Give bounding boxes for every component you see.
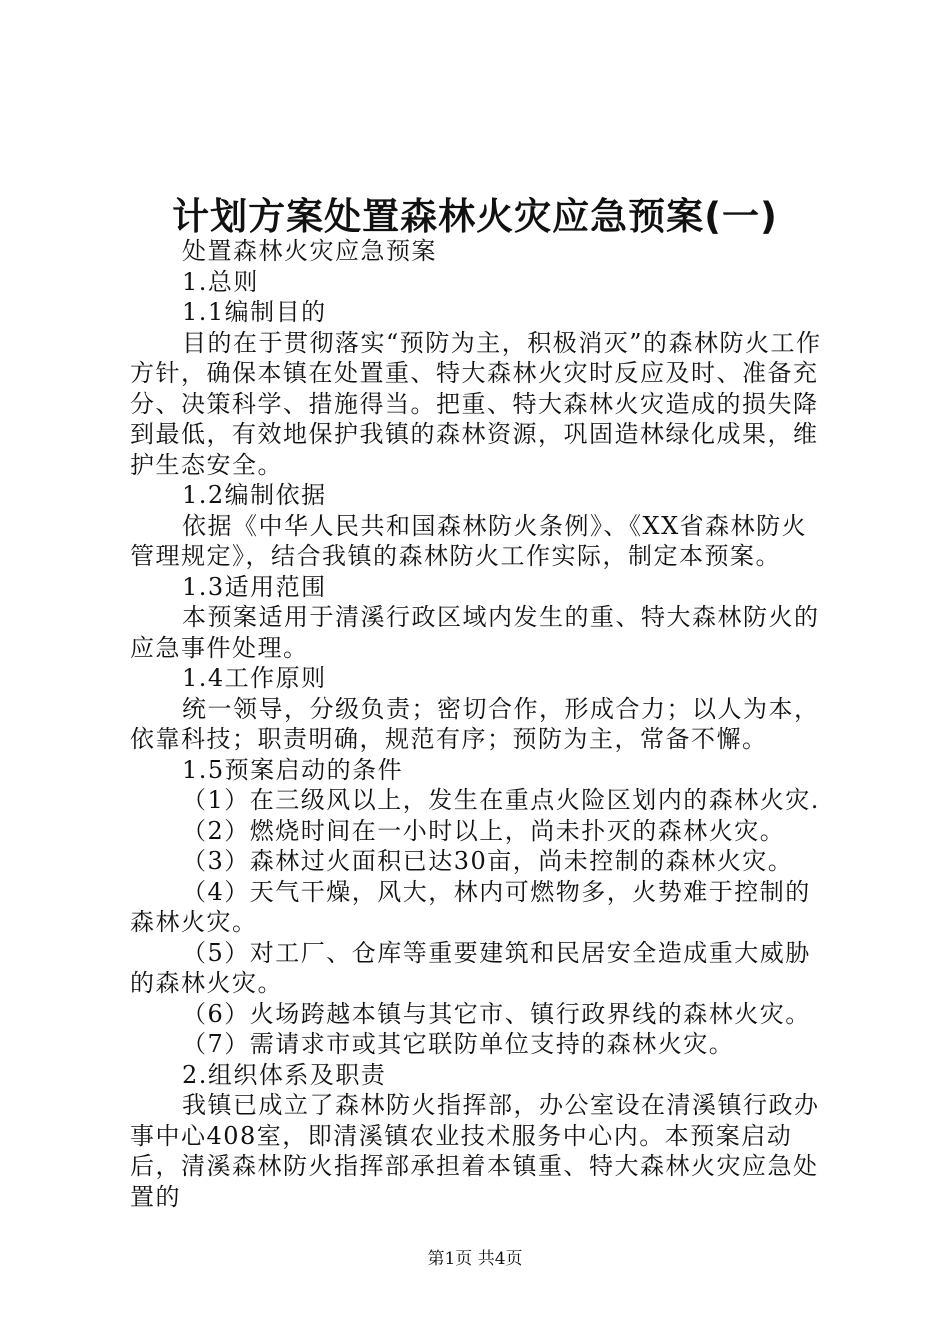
document-body <box>130 236 830 1212</box>
paragraph: （5）对工厂、仓库等重要建筑和民居安全造成重大威胁的森林火灾。 <box>130 938 811 997</box>
paragraph: （1）在三级风以上，发生在重点火险区划内的森林火灾. <box>182 786 820 814</box>
paragraph: 1.5预案启动的条件 <box>182 755 404 784</box>
paragraph: 目的在于贯彻落实“预防为主，积极消灭”的森林防火工作方针，确保本镇在处置重、特大森林火灾时反应及时、准备充分、决策科学、措施得当。把重、特大森林火灾造成的损失降到最低，有效地保护我镇的森林资源，巩固造林绿化成果，维护生态安全。 <box>130 328 822 479</box>
paragraph: 统一领导，分级负责；密切合作，形成合力；以人为本，依靠科技；职责明确，规范有序；预防为主，常备不懈。 <box>130 694 820 753</box>
paragraph: 1.总则 <box>182 267 259 296</box>
paragraph: （7）需请求市或其它联防单位支持的森林火灾。 <box>182 1030 735 1058</box>
paragraph: 1.4工作原则 <box>182 664 327 692</box>
paragraph: （2）燃烧时间在一小时以上，尚未扑灭的森林火灾。 <box>182 816 786 845</box>
paragraph: 本预案适用于清溪行政区域内发生的重、特大森林防火的应急事件处理。 <box>130 603 820 662</box>
paragraph: （3）森林过火面积已达30亩，尚未控制的森林火灾。 <box>182 847 794 875</box>
paragraph: 2.组织体系及职责 <box>182 1060 387 1089</box>
paragraph: 1.1编制目的 <box>182 298 327 326</box>
paragraph: 1.2编制依据 <box>182 481 327 509</box>
paragraph: 依据《中华人民共和国森林防火条例》、《XX省森林防火管理规定》，结合我镇的森林防火工作实际，制定本预案。 <box>130 511 808 570</box>
paragraph: 处置森林火灾应急预案 <box>182 237 437 265</box>
page-footer: 第1页 共4页 <box>427 1249 523 1269</box>
paragraph: （4）天气干燥，风大，林内可燃物多，火势难于控制的森林火灾。 <box>130 877 811 936</box>
document-title: 计划方案处置森林火灾应急预案(一) <box>172 195 778 238</box>
paragraph: （6）火场跨越本镇与其它市、镇行政界线的森林火灾。 <box>182 999 811 1028</box>
paragraph: 我镇已成立了森林防火指挥部，办公室设在清溪镇行政办事中心408室，即清溪镇农业技术服务中心内。本预案启动后，清溪森林防火指挥部承担着本镇重、特大森林火灾应急处置的 <box>130 1091 820 1211</box>
paragraph: 1.3适用范围 <box>182 572 327 601</box>
